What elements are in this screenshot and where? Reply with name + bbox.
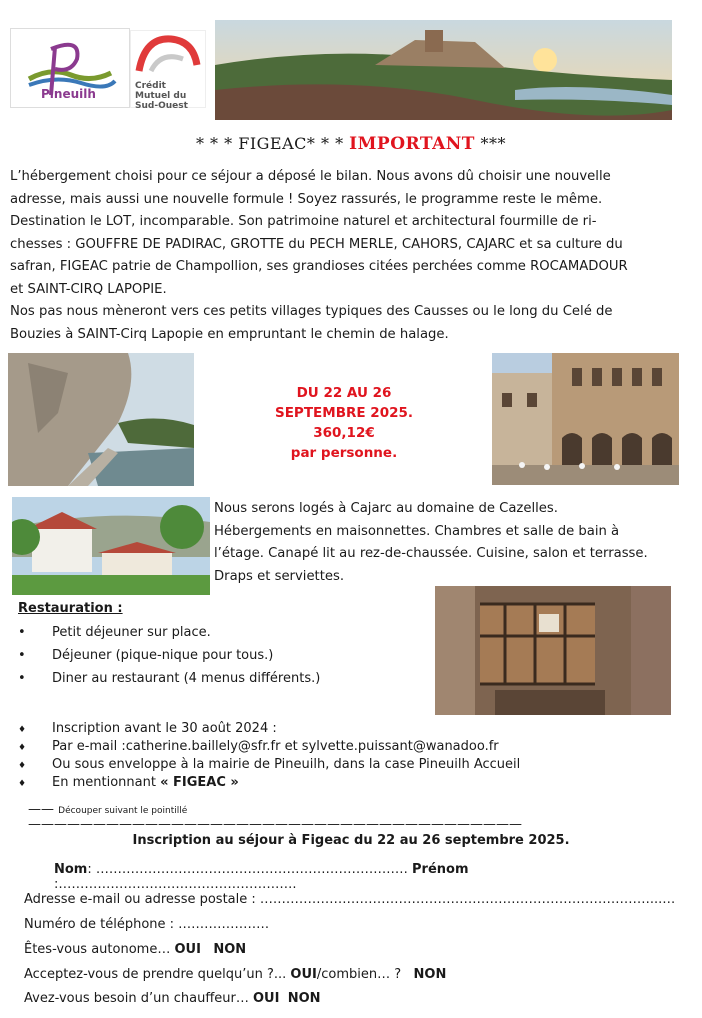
- intro-paragraph: [10, 166, 670, 346]
- intro-line: adresse, mais aussi une nouvelle formule ! Soyez rassurés, le programme reste le même.: [10, 191, 603, 207]
- intro-line: chesses : GOUFFRE DE PADIRAC, GROTTE du PECH MERLE, CAHORS, CAJARC et sa culture du: [10, 236, 623, 252]
- lodging-line: Hébergements en maisonnettes. Chambres et salle de bain à: [214, 523, 620, 539]
- lodging-line: Nous serons logés à Cajarc au domaine de Cazelles.: [214, 501, 558, 516]
- inscription-mention-text: En mentionnant: [52, 775, 161, 790]
- cut-dashes-right: ——————————————————————————————————————: [28, 817, 522, 832]
- promo-dates: DU 22 AU 26: [296, 385, 392, 401]
- cliff-photo-image: [8, 353, 194, 486]
- inscription-email: [18, 738, 499, 757]
- figeac-photo-image: [492, 353, 679, 485]
- autonomy-row: [24, 942, 246, 957]
- timbered-house-photo: [435, 586, 671, 715]
- name-row: [54, 862, 702, 892]
- intro-line: Bouzies à SAINT-Cirq Lapopie en empruntant le chemin de halage.: [10, 326, 449, 342]
- cut-label: Découper suivant le pointillé: [58, 806, 188, 816]
- inscription-mail: [18, 756, 520, 775]
- pineuilh-logo: [10, 28, 130, 108]
- landscape-photo-image: [215, 20, 672, 120]
- form-title: Inscription au séjour à Figeac du 22 au 26 septembre 2025.: [132, 833, 570, 848]
- diamond-icon: ♦: [18, 779, 27, 789]
- credit-mutuel-logo-text: Crédit Mutuel du Sud-Ouest: [135, 81, 188, 111]
- title-suffix: ***: [474, 134, 507, 153]
- restauration-title: Restauration :: [18, 601, 123, 616]
- intro-line: Nos pas nous mèneront vers ces petits villages typiques des Causses ou le long du Celé de: [10, 304, 613, 319]
- diamond-icon: ♦: [18, 743, 27, 753]
- driver-yes-option[interactable]: OUI: [253, 991, 280, 1006]
- promo-box: [230, 383, 458, 463]
- passenger-no-option[interactable]: NON: [413, 967, 447, 982]
- prenom-field[interactable]: :……………………………………………….: [54, 877, 297, 892]
- diamond-icon: ♦: [18, 725, 27, 735]
- restauration-item: [18, 670, 320, 688]
- bullet-icon: •: [18, 648, 26, 663]
- houses-photo: [12, 497, 210, 595]
- credit-mutuel-logo-graphic: [131, 31, 205, 81]
- passenger-count-field[interactable]: /combien… ?: [316, 967, 402, 982]
- timbered-photo-image: [435, 586, 671, 715]
- page-title: [0, 134, 702, 154]
- driver-question: Avez-vous besoin d’un chauffeur…: [24, 991, 253, 1006]
- restauration-item-text: Diner au restaurant (4 menus différents.): [52, 671, 321, 686]
- passenger-yes-option[interactable]: OUI: [290, 967, 317, 982]
- lodging-paragraph: [214, 498, 684, 588]
- title-important: IMPORTANT: [349, 134, 475, 154]
- houses-photo-image: [12, 497, 210, 595]
- inscription-deadline-text: Inscription avant le 30 août 2024 :: [52, 721, 277, 736]
- inscription-email-text: Par e-mail :catherine.baillely@sfr.fr et sylvette.puissant@wanadoo.fr: [52, 739, 499, 754]
- cut-dashes-left: ——: [28, 802, 54, 817]
- credit-mutuel-logo: [130, 30, 206, 111]
- address-field[interactable]: Adresse e-mail ou adresse postale : ………………………………………………………………………………...…: [24, 892, 676, 907]
- bullet-icon: •: [18, 625, 26, 640]
- figeac-square-photo: [492, 353, 679, 485]
- prenom-label: Prénom: [412, 862, 469, 877]
- cliff-river-photo: [8, 353, 194, 486]
- intro-line: L’hébergement choisi pour ce séjour a déposé le bilan. Nous avons dû choisir une nouvelle: [10, 169, 611, 184]
- lodging-line: l’étage. Canapé lit au rez-de-chaussée. Cuisine, salon et terrasse.: [214, 546, 648, 561]
- inscription-mention-keyword: « FIGEAC »: [160, 775, 239, 790]
- restauration-item-text: Petit déjeuner sur place.: [52, 625, 211, 640]
- restauration-item: [18, 624, 211, 642]
- diamond-icon: ♦: [18, 761, 27, 771]
- pineuilh-logo-text: Pineuilh: [41, 87, 96, 101]
- driver-row: [24, 991, 321, 1006]
- cut-line: [28, 802, 678, 832]
- nom-field[interactable]: : ………………………………………………………………: [87, 862, 413, 877]
- intro-line: Destination le LOT, incomparable. Son patrimoine naturel et architectural fourmille de ri-: [10, 214, 597, 229]
- header-landscape-photo: [215, 20, 672, 120]
- autonomy-yes-option[interactable]: OUI: [174, 942, 201, 957]
- promo-per: par personne.: [290, 445, 398, 461]
- inscription-mention: [18, 774, 239, 793]
- title-prefix: * * * FIGEAC* * *: [195, 134, 350, 153]
- autonomy-question: Êtes-vous autonome…: [24, 942, 175, 957]
- passenger-question: Acceptez-vous de prendre quelqu’un ?...: [24, 967, 291, 982]
- intro-line: safran, FIGEAC patrie de Champollion, ses grandioses citées perchées comme ROCAMADOUR: [10, 259, 628, 274]
- inscription-deadline: [18, 720, 277, 739]
- restauration-item: [18, 647, 273, 665]
- lodging-line: Draps et serviettes.: [214, 568, 345, 584]
- restauration-item-text: Déjeuner (pique-nique pour tous.): [52, 648, 274, 663]
- inscription-mail-text: Ou sous enveloppe à la mairie de Pineuilh, dans la case Pineuilh Accueil: [52, 757, 521, 772]
- promo-price: 360,12€: [313, 425, 375, 441]
- nom-label: Nom: [54, 862, 88, 877]
- promo-month: SEPTEMBRE 2025.: [274, 405, 413, 421]
- autonomy-no-option[interactable]: NON: [213, 942, 247, 957]
- intro-line: et SAINT-CIRQ LAPOPIE.: [10, 281, 167, 297]
- passenger-row: [24, 967, 446, 982]
- driver-no-option[interactable]: NON: [287, 991, 321, 1006]
- bullet-icon: •: [18, 671, 26, 686]
- phone-field[interactable]: Numéro de téléphone : …………………: [24, 917, 270, 932]
